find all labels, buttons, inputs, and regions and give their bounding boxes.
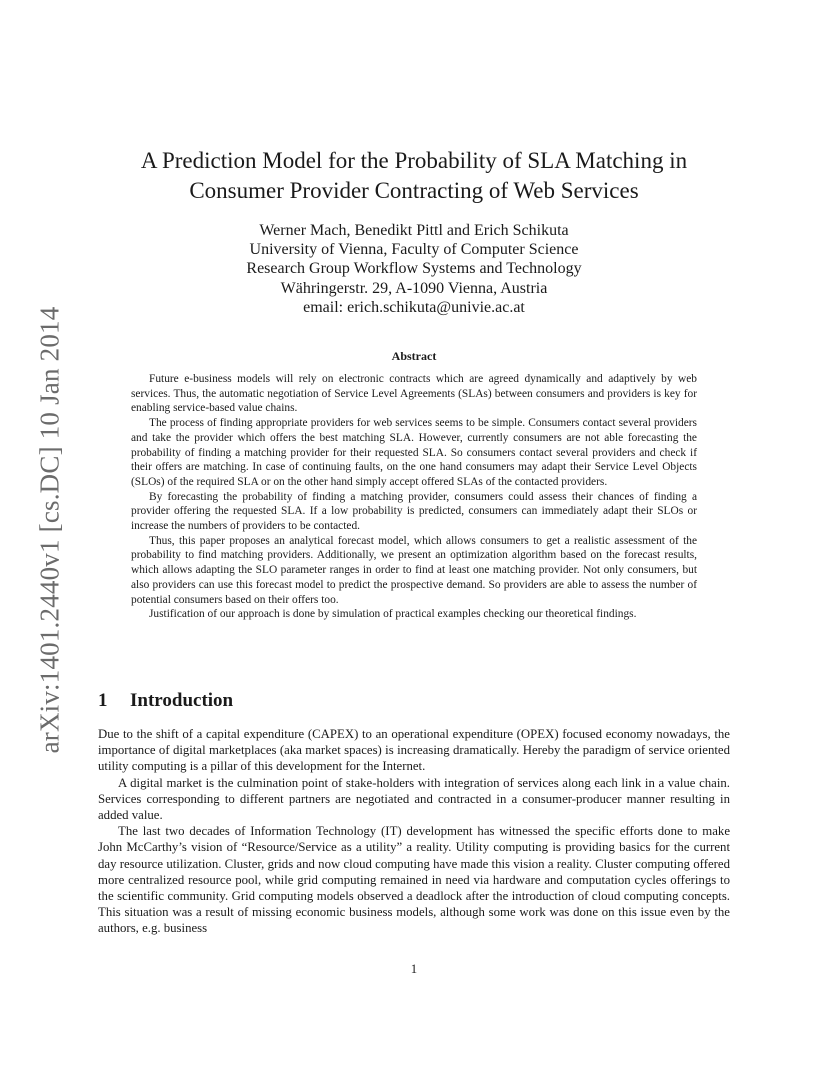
- abstract-paragraph: Future e-business models will rely on electronic contracts which are agreed dynamically and adaptively by web services. Thus, the automatic negotiation of Service Level Agreements (SLAs) between consumers and providers is key for enabling service-based value chains.: [131, 373, 697, 415]
- abstract-paragraph: Justification of our approach is done by simulation of practical examples checking our theoretical findings.: [149, 608, 637, 621]
- author-block: [110, 221, 718, 317]
- abstract-heading: Abstract: [391, 349, 437, 363]
- body-paragraph: The last two decades of Information Technology (IT) development has witnessed the specific efforts done to make John McCarthy’s vision of “Resource/Service as a utility” a reality. Utility computing is providing basics for the current day resource utilization. Cluster, grids and now cloud computing have made this vision a reality. Cluster computing offered more centralized resource pool, while grid computing remained in need via hardware and computation cycles offerings to the scientific community. Grid computing models observed a deadlock after the introduction of cloud computing concepts. This situation was a result of missing economic business models, although some work was done on this issue even by the authors, e.g. business: [98, 824, 730, 936]
- abstract-paragraph: By forecasting the probability of finding a matching provider, consumers could assess their chances of finding a provider offering the requested SLA. If a low probability is predicted, consumers can immediately adapt their SLOs or increase the numbers of providers to be contacted.: [131, 490, 697, 533]
- author-names: Werner Mach, Benedikt Pittl and Erich Schikuta: [259, 222, 569, 239]
- author-address: Währingerstr. 29, A-1090 Vienna, Austria: [280, 279, 548, 297]
- title-line-2: Consumer Provider Contracting of Web Services: [189, 178, 639, 203]
- abstract-paragraph: Thus, this paper proposes an analytical forecast model, which allows consumers to get a realistic assessment of the probability to find matching providers. Additionally, we present an optimization algorithm based on the forecast results, which allows adapting the SLO parameter ranges in order to find at least one matching provider. Not only consumers, but also providers can use this forecast model to predict the prospective demand. So providers are able to assess the number of potential consumers based on their offers too.: [131, 534, 697, 606]
- arxiv-identifier: arXiv:1401.2440v1 [cs.DC] 10 Jan 2014: [34, 306, 65, 754]
- author-email: email: erich.schikuta@univie.ac.at: [303, 298, 525, 316]
- body-paragraph: Due to the shift of a capital expenditure (CAPEX) to an operational expenditure (OPEX) focused economy nowadays, the importance of digital marketplaces (aka market spaces) is increasing dramatically. Hereby the paradigm of service oriented utility computing is a pillar of this development for the Internet.: [98, 727, 730, 774]
- abstract-paragraph: The process of finding appropriate providers for web services seems to be simple. Consumers contact several providers and take the provider which offers the best matching SLA. However, currently consumers are not able forecasting the probability of finding a matching provider for their requested SLA. So consumers contact several providers and check if their offers are matching. In case of continuing faults, on the one hand consumers may adapt their Service Level Objects (SLOs) of the required SLA or on the other hand simply accept offered SLAs of the contacted providers.: [131, 417, 697, 488]
- section-title: Introduction: [130, 690, 234, 711]
- author-group: Research Group Workflow Systems and Technology: [246, 260, 582, 278]
- section-heading: [98, 690, 233, 712]
- section-body: [98, 726, 730, 937]
- body-paragraph: A digital market is the culmination point of stake-holders with integration of services along each link in a value chain. Services corresponding to different partners are negotiated and contracted in a consumer-producer manner resulting in added value.: [98, 775, 730, 823]
- title-line-1: A Prediction Model for the Probability of SLA Matching in: [140, 148, 688, 173]
- section-number: 1: [98, 690, 108, 711]
- paper-title: [110, 146, 718, 206]
- author-affiliation: University of Vienna, Faculty of Computer Science: [249, 241, 579, 259]
- abstract-body: [131, 372, 697, 622]
- page-number: 1: [410, 962, 418, 976]
